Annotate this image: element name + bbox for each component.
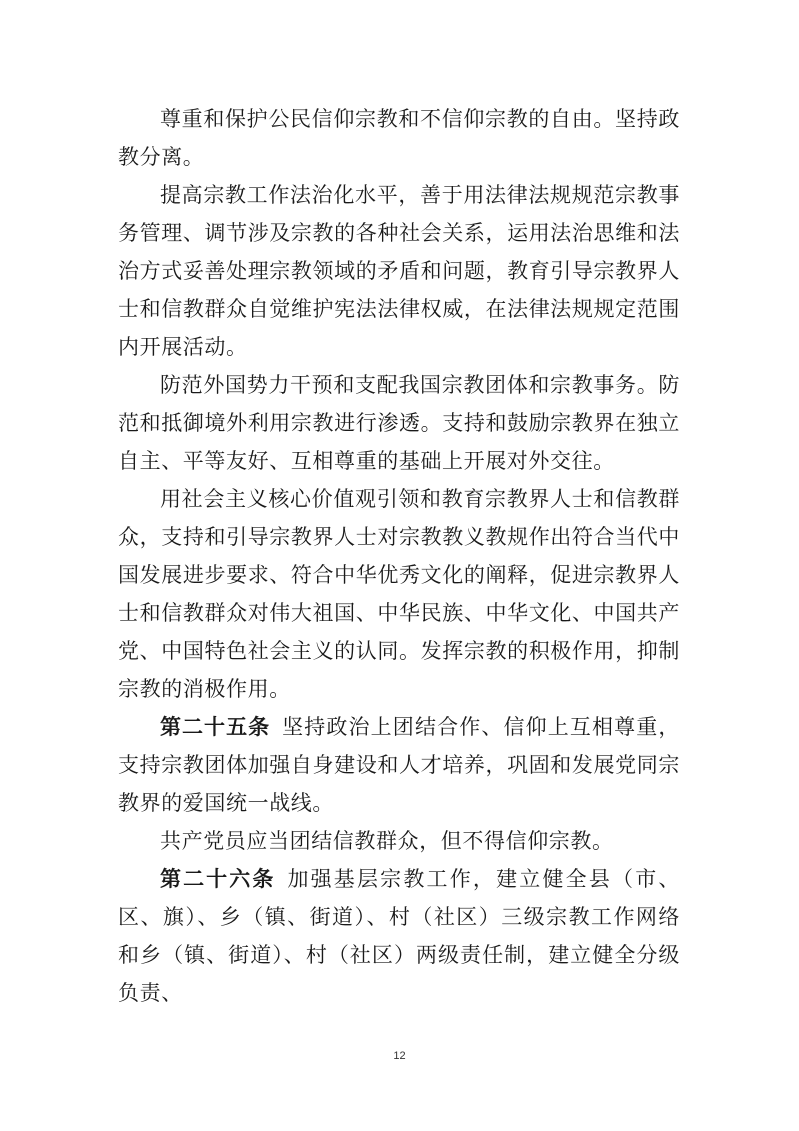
paragraph-article-25 [118, 708, 680, 822]
paragraph-text: 用社会主义核心价值观引领和教育宗教界人士和信教群众，支持和引导宗教界人士对宗教教义教规作出符合当代中国发展进步要求、符合中华优秀文化的阐释，促进宗教界人士和信教群众对伟大祖国、中华民族、中华文化、中国共产党、中国特色社会主义的认同。发挥宗教的积极作用，抑制宗教的消极作用。 [118, 487, 680, 701]
page-number: 12 [393, 1050, 406, 1062]
article-25-heading: 第二十五条 [160, 715, 271, 739]
article-26-heading: 第二十六条 [160, 867, 276, 891]
paragraph-article-26 [118, 860, 680, 1012]
paragraph-text: 加强基层宗教工作，建立健全县（市、区、旗）、乡（镇、街道）、村（社区）三级宗教工作网络和乡（镇、街道）、村（社区）两级责任制，建立健全分级负责、 [118, 867, 681, 1005]
paragraph-text: 共产党员应当团结信教群众，但不得信仰宗教。 [160, 829, 614, 853]
paragraph-party-members [118, 822, 680, 860]
paragraph-religious-freedom [118, 100, 680, 176]
paragraph-core-values [118, 480, 680, 708]
paragraph-text: 坚持政治上团结合作、信仰上互相尊重，支持宗教团体加强自身建设和人才培养，巩固和发展党同宗教界的爱国统一战线。 [118, 715, 680, 815]
paragraph-text: 提高宗教工作法治化水平，善于用法律法规规范宗教事务管理、调节涉及宗教的各种社会关系，运用法治思维和法治方式妥善处理宗教领域的矛盾和问题，教育引导宗教界人士和信教群众自觉维护宪法法律权威，在法律法规规定范围内开展活动。 [118, 183, 680, 359]
paragraph-text: 防范外国势力干预和支配我国宗教团体和宗教事务。防范和抵御境外利用宗教进行渗透。支持和鼓励宗教界在独立自主、平等友好、互相尊重的基础上开展对外交往。 [118, 373, 680, 473]
paragraph-foreign-interference [118, 366, 680, 480]
paragraph-text: 尊重和保护公民信仰宗教和不信仰宗教的自由。坚持政教分离。 [118, 107, 680, 169]
document-body [118, 100, 680, 1012]
paragraph-rule-of-law [118, 176, 680, 366]
